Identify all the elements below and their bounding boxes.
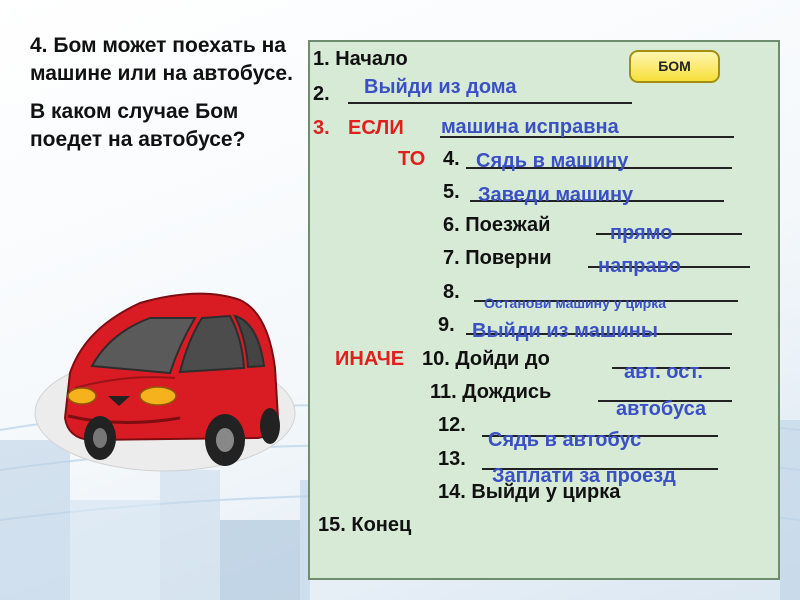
red-car-illustration bbox=[30, 278, 300, 478]
answer-step-13: Заплати за проезд bbox=[492, 465, 676, 487]
step-11-wait-for: 11. Дождись bbox=[430, 381, 552, 403]
answer-step-8: Останови машину у цирка bbox=[484, 295, 667, 311]
step-15-end: 15. Конец bbox=[318, 514, 412, 536]
step-6-drive: 6. Поезжай bbox=[443, 214, 551, 236]
step-5-number: 5. bbox=[443, 181, 460, 203]
answer-step-5: Заведи машину bbox=[478, 184, 634, 206]
answer-step-6: прямо bbox=[610, 222, 673, 244]
step-12-number: 12. bbox=[438, 414, 466, 436]
step-9-number: 9. bbox=[438, 314, 455, 336]
answer-step-3-condition: машина исправна bbox=[441, 116, 619, 138]
answer-step-7: направо bbox=[598, 255, 681, 277]
answer-step-2: Выйди из дома bbox=[364, 76, 517, 98]
step-3-if-keyword: ЕСЛИ bbox=[348, 117, 404, 139]
answer-step-9: Выйди из машины bbox=[472, 320, 658, 342]
answer-step-4: Сядь в машину bbox=[476, 150, 629, 172]
step-14-exit-at-circus: 14. Выйди у цирка bbox=[438, 481, 621, 503]
step-3-number: 3. bbox=[313, 117, 330, 139]
step-10-else-keyword: ИНАЧЕ bbox=[335, 348, 405, 370]
answer-step-10: авт. ост. bbox=[624, 361, 703, 383]
step-2-blank bbox=[348, 102, 632, 104]
step-1-start: 1. Начало bbox=[313, 48, 408, 70]
step-2-number: 2. bbox=[313, 83, 330, 105]
step-10-walk-to: 10. Дойди до bbox=[422, 348, 550, 370]
step-4-then-keyword: ТО bbox=[398, 148, 426, 170]
answer-step-12: Сядь в автобус bbox=[488, 429, 642, 451]
question-line-2: В каком случае Бом поедет на автобусе? bbox=[30, 100, 246, 151]
bom-label-box: БОМ bbox=[629, 50, 720, 83]
answer-step-11: автобуса bbox=[616, 398, 707, 420]
question-line-1: 4. Бом может поехать на машине или на автобусе. bbox=[30, 34, 293, 85]
step-8-number: 8. bbox=[443, 281, 460, 303]
step-7-turn: 7. Поверни bbox=[443, 247, 552, 269]
question-text bbox=[30, 32, 310, 164]
step-13-number: 13. bbox=[438, 448, 466, 470]
step-4-number: 4. bbox=[443, 148, 460, 170]
